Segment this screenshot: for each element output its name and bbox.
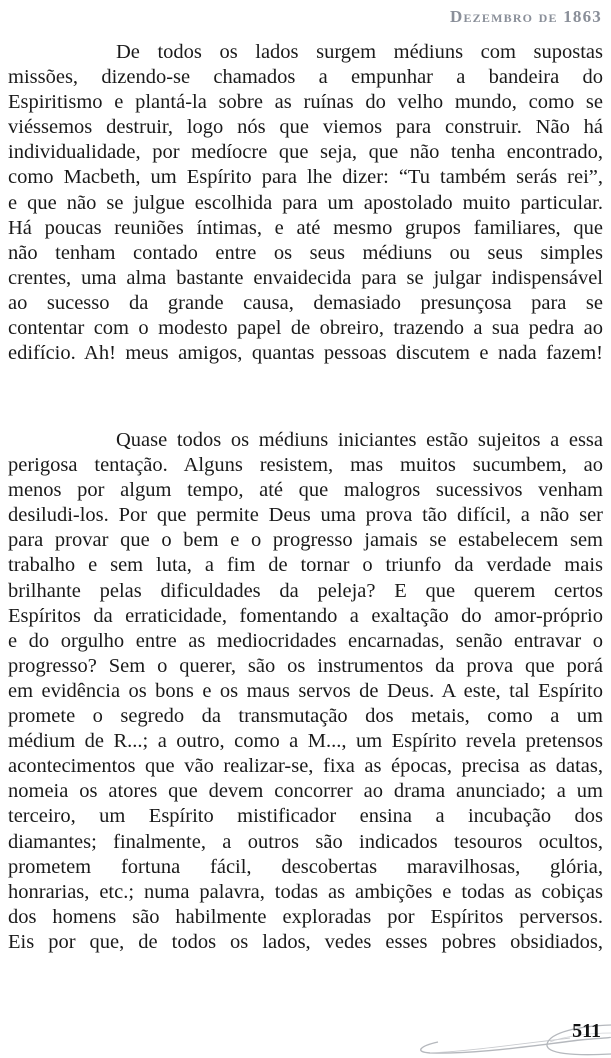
text-line: Quase todos os médiuns iniciantes estão sujeitos a essa [116, 429, 603, 451]
text-line: dos homens são habilmente exploradas por Espíritos perversos. [8, 905, 603, 928]
text-line: para provar que o bem e o progresso jamais se estabelecem sem [8, 529, 603, 552]
text-line: trabalho e sem luta, a fim de tornar o triunfo da verdade mais [8, 554, 603, 577]
text-line: e que não se julgue escolhida para um apostolado muito particular. [8, 191, 603, 214]
text-line: acontecimentos que vão realizar-se, fixa as épocas, precisa as datas, [8, 755, 603, 778]
text-line: crentes, uma alma bastante envaidecida para se julgar indispensável [8, 266, 603, 289]
text-line: individualidade, por medíocre que seja, que não tenha encontrado, [8, 141, 603, 164]
text-line: perigosa tentação. Alguns resistem, mas muitos sucumbem, ao [8, 454, 603, 477]
text-line: ao sucesso da grande causa, demasiado presunçosa para se [8, 291, 603, 314]
text-line: Há poucas reuniões íntimas, e até mesmo grupos familiares, que [8, 216, 603, 239]
text-line: honrarias, etc.; numa palavra, todas as ambições e todas as cobiças [8, 880, 603, 903]
text-line: viéssemos destruir, logo nós que viemos para construir. Não há [8, 116, 603, 139]
running-header: Dezembro de 1863 [450, 7, 602, 26]
text-line: médium de R...; a outro, como a M..., um Espírito revela pretensos [8, 730, 603, 753]
text-line: De todos os lados surgem médiuns com supostas [116, 41, 603, 63]
text-line: em evidência os bons e os maus servos de Deus. A este, tal Espírito [8, 679, 603, 702]
text-line: promete o segredo da transmutação dos metais, como a um [8, 705, 603, 728]
text-line: Espíritos da erraticidade, fomentando a exaltação do amor-próprio [8, 604, 603, 627]
text-line: não tenham contado entre os seus médiuns ou seus simples [8, 241, 603, 264]
paragraph-2 [8, 428, 603, 955]
text-line: contentar com o modesto papel de obreiro, trazendo a sua pedra ao [8, 317, 603, 340]
text-line: e do orgulho entre as mediocridades encarnadas, senão entravar o [8, 629, 603, 652]
text-line: menos por algum tempo, até que malogros sucessivos venham [8, 479, 603, 502]
text-line: diamantes; finalmente, a outros são indicados tesouros ocultos, [8, 830, 603, 853]
text-line: missões, dizendo-se chamados a empunhar a bandeira do [8, 66, 603, 89]
text-line: Espiritismo e plantá-la sobre as ruínas do velho mundo, como se [8, 91, 603, 114]
text-line: brilhante pelas dificuldades da peleja? E que querem certos [8, 579, 603, 602]
text-line: nomeia os atores que devem concorrer ao drama anunciado; a um [8, 780, 603, 803]
paragraph-1 [8, 40, 603, 366]
text-line: terceiro, um Espírito mistificador ensina a incubação dos [8, 805, 603, 828]
text-line: desiludi-los. Por que permite Deus uma prova tão difícil, a não ser [8, 504, 603, 527]
text-line: Eis por que, de todos os lados, vedes esses pobres obsidiados, [8, 930, 603, 953]
text-line: prometem fortuna fácil, descobertas maravilhosas, glória, [8, 855, 603, 878]
text-line: progresso? Sem o querer, são os instrumentos da prova que porá [8, 654, 603, 677]
page-number: 511 [572, 1020, 601, 1042]
text-line: como Macbeth, um Espírito para lhe dizer: “Tu também serás rei”, [8, 166, 603, 189]
text-line: edifício. Ah! meus amigos, quantas pessoas discutem e nada fazem! [8, 342, 603, 365]
